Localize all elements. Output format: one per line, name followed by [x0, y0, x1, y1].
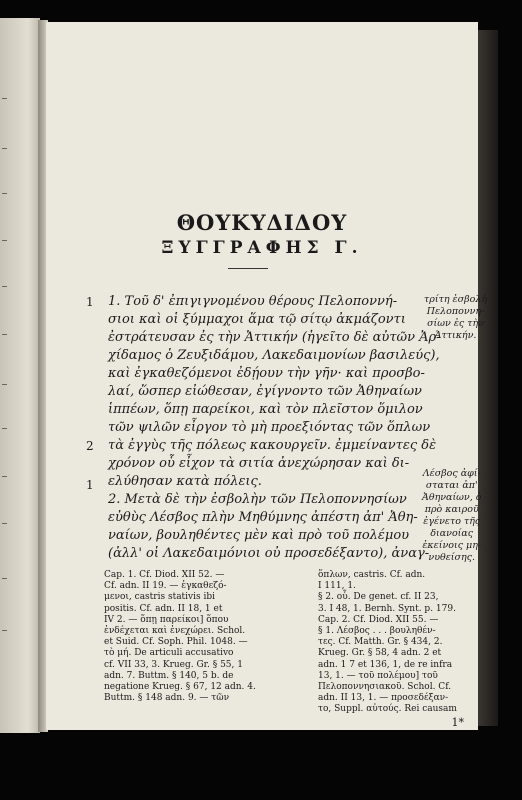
footnote-line: 13, 1. — τοῦ πολέμου] τοῦ [318, 670, 438, 681]
footnote-line: ἐνδέχεται καὶ ἐνεχώρει. Schol. [104, 626, 246, 636]
line-number: 2 [86, 439, 94, 453]
left-page-edge [0, 18, 40, 733]
footnote-line: IV 2. — ὅπῃ παρείκοι] ὅπου [104, 614, 229, 625]
side-note: Λέσβος ἀφί- σταται ἀπ' Ἀθηναίων, ὁ πρὸ καιροῦ ἐγένετο τῆς διανοίας ἐκείνοις μη- νυθείσης. [422, 468, 482, 563]
footnote-line: et Suid. Cf. Soph. Phil. 1048. — [104, 637, 248, 648]
body-line: ἱππέων, ὅπῃ παρείκοι, καὶ τὸν πλεῖστον ὅμιλον [108, 402, 423, 417]
body-line: χρόνον οὗ εἶχον τὰ σιτία ἀνεχώρησαν καὶ δι- [108, 456, 410, 471]
side-note: τρίτη ἐσβολὴ Πελοποννη- σίων ἐς τὴν Ἀττικήν. [424, 294, 488, 341]
footnote-line: § 1. Λέσβος . . . βουληθέν- [318, 626, 436, 636]
body-line: καὶ ἐγκαθεζόμενοι ἐδῄουν τὴν γῆν· καὶ προσβο- [108, 366, 425, 381]
body-line: σιοι καὶ οἱ ξύμμαχοι ἅμα τῷ σίτῳ ἀκμάζοντι [108, 312, 406, 327]
body-line: 1. Τοῦ δ' ἐπιγιγνομένου θέρους Πελοποννή- [108, 294, 398, 309]
footnote-line: adn. 7. Buttm. § 140, 5 b. de [104, 670, 234, 681]
footnote-line: ὅπλων, castris. Cf. adn. [318, 570, 426, 580]
footnote-line: Krueg. Gr. § 58, 4 adn. 2 et [318, 648, 442, 659]
footnote-line: Cap. 2. Cf. Diod. XII 55. — [318, 614, 439, 625]
footnote-line: Cf. adn. II 19. — ἐγκαθεζό- [104, 581, 227, 592]
footnote-line: negatione Krueg. § 67, 12 adn. 4. [104, 682, 256, 692]
body-line: ἐστράτευσαν ἐς τὴν Ἀττικήν (ἡγεῖτο δὲ αὐτῶν Ἀρ- [108, 330, 441, 345]
footnote-line: Cap. 1. Cf. Diod. XII 52. — [104, 570, 225, 580]
signature-mark: 1* [451, 716, 464, 729]
footnote-line: τὸ μή. De articuli accusativo [104, 648, 234, 659]
footnote-line: Πελοποννησιακοῦ. Schol. Cf. [318, 682, 452, 692]
body-line: (ἀλλ' οἱ Λακεδαιμόνιοι οὐ προσεδέξαντο), ἀναγ- [108, 546, 430, 561]
body-line: ναίων, βουληθέντες μὲν καὶ πρὸ τοῦ πολέμου [108, 528, 410, 543]
page-title: ΘΟΥΚΥΔΙΔΟΥ [176, 210, 348, 235]
book-spine [478, 30, 498, 726]
footnote-line: 3. I 48, 1. Bernh. Synt. p. 179. [318, 603, 456, 614]
footnote-line: τες. Cf. Matth. Gr. § 434, 2. [318, 637, 443, 648]
book-page [46, 22, 488, 730]
footnote-line: adn. II 13, 1. — προσεδέξαν- [318, 693, 449, 704]
footnote-line: Buttm. § 148 adn. 9. — τῶν [104, 693, 230, 704]
body-line: 2. Μετὰ δὲ τὴν ἐσβολὴν τῶν Πελοποννησίων [108, 492, 407, 507]
footnote-line: cf. VII 33, 3. Krueg. Gr. § 55, 1 [104, 659, 243, 670]
footnote-line: § 2. οὗ. De genet. cf. II 23, [318, 592, 439, 603]
body-line: ελύθησαν κατὰ πόλεις. [108, 474, 262, 489]
line-number: 1 [86, 295, 94, 309]
footnote-line: I 111, 1. [318, 581, 356, 592]
body-line: τῶν ψιλῶν εἶργον τὸ μὴ προεξιόντας τῶν ὅπλων [108, 420, 431, 435]
page-subtitle: ΞΥΓΓΡΑΦΗΣ Γ. [161, 238, 363, 258]
title-rule [228, 268, 268, 269]
body-line: λαί, ὥσπερ εἰώθεσαν, ἐγίγνοντο τῶν Ἀθηναίων [108, 384, 422, 399]
footnote-line: μενοι, castris stativis ibi [104, 592, 216, 603]
body-line: εὐθὺς Λέσβος πλὴν Μηθύμνης ἀπέστη ἀπ' Ἀθη- [108, 510, 418, 525]
body-line: χίδαμος ὁ Ζευξιδάμου, Λακεδαιμονίων βασιλεύς), [108, 348, 440, 363]
footnote-line: το, Suppl. αὐτούς. Rei causam [318, 704, 457, 715]
body-line: τὰ ἐγγὺς τῆς πόλεως κακουργεῖν. ἐμμείναντες δὲ [108, 438, 437, 453]
footnote-line: positis. Cf. adn. II 18, 1 et [104, 603, 223, 614]
footnote-line: adn. 1 7 et 136, 1, de re infra [318, 659, 453, 670]
line-number: 1 [86, 478, 94, 492]
